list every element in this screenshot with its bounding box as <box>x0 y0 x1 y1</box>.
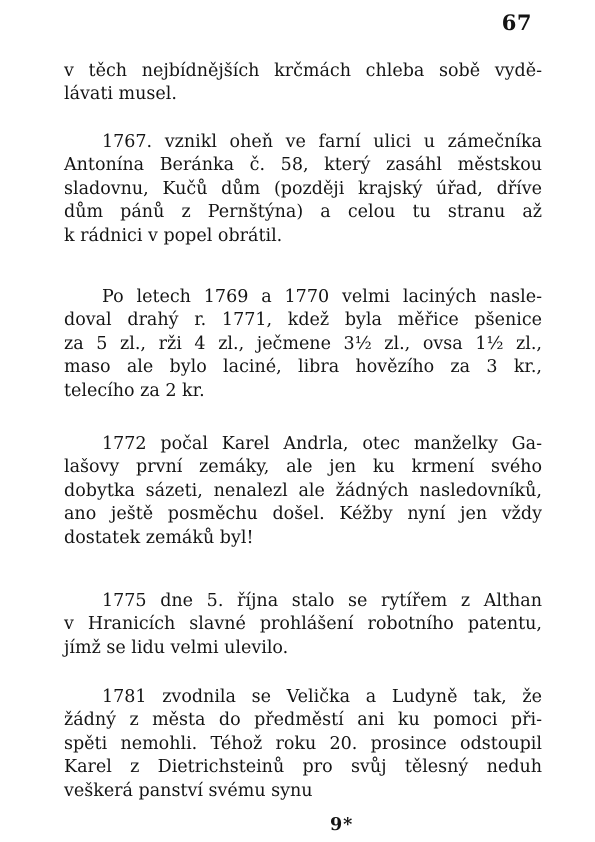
text-line: 1775 dne 5. října stalo se rytířem z Althan <box>102 591 542 611</box>
text-line: 1781 zvodnila se Velička a Ludyně tak, že <box>102 687 542 707</box>
text-line: spěti nemohli. Téhož roku 20. prosince odstoupil <box>64 733 542 754</box>
text-line: Antonína Beránka č. 58, který zasáhl městskou <box>64 155 542 176</box>
text-line: lávati musel. <box>64 84 177 105</box>
paragraph-1769 <box>64 286 542 403</box>
text-line: lašovy první zemáky, ale jen ku krmení svého <box>64 457 542 478</box>
text-line: žádný z města do předměstí ani ku pomoci při- <box>64 710 542 731</box>
paragraph-1772 <box>64 433 542 550</box>
text-line: Karel z Dietrichsteinů pro svůj tělesný neduh <box>64 757 542 778</box>
text-line: za 5 zl., rži 4 zl., ječmene 3½ zl., ovsa 1½ zl., <box>64 333 542 354</box>
page-number: 67 <box>501 10 532 35</box>
paragraph-1767 <box>64 131 542 248</box>
text-line: dobytka sázeti, nenalezl ale žádných nasledovníků, <box>64 480 542 501</box>
text-line: veškerá panství svému synu <box>64 780 313 801</box>
text-line: telecího za 2 kr. <box>64 380 205 401</box>
paragraph-continuation <box>64 60 542 107</box>
text-line: jímž se lidu velmi ulevilo. <box>64 637 289 658</box>
text-line: sladovnu, Kučů dům (později krajský úřad, dříve <box>64 178 542 199</box>
text-line: dům pánů z Pernštýna) a celou tu stranu až <box>64 202 542 223</box>
text-line: dostatek zemáků byl! <box>64 527 254 548</box>
text-line: ano ještě posměchu došel. Kéžby nyní jen vždy <box>64 504 542 525</box>
text-line: maso ale bylo laciné, libra hovězího za 3 kr., <box>64 357 542 378</box>
text-line: v Hranicích slavné prohlášení robotního patentu, <box>64 614 542 635</box>
signature-mark: 9* <box>330 815 354 835</box>
text-line: v těch nejbídnějších krčmách chleba sobě vydě- <box>64 61 542 81</box>
text-line: 1772 počal Karel Andrla, otec manželky Ga- <box>102 434 542 454</box>
text-line: k rádnici v popel obrátil. <box>64 225 283 246</box>
text-line: Po letech 1769 a 1770 velmi laciných nasle- <box>102 287 542 307</box>
text-line: 1767. vznikl oheň ve farní ulici u zámečníka <box>102 132 542 152</box>
paragraph-1775 <box>64 590 542 660</box>
paragraph-1781 <box>64 686 542 803</box>
text-line: doval drahý r. 1771, kdež byla měřice pšenice <box>64 310 542 331</box>
